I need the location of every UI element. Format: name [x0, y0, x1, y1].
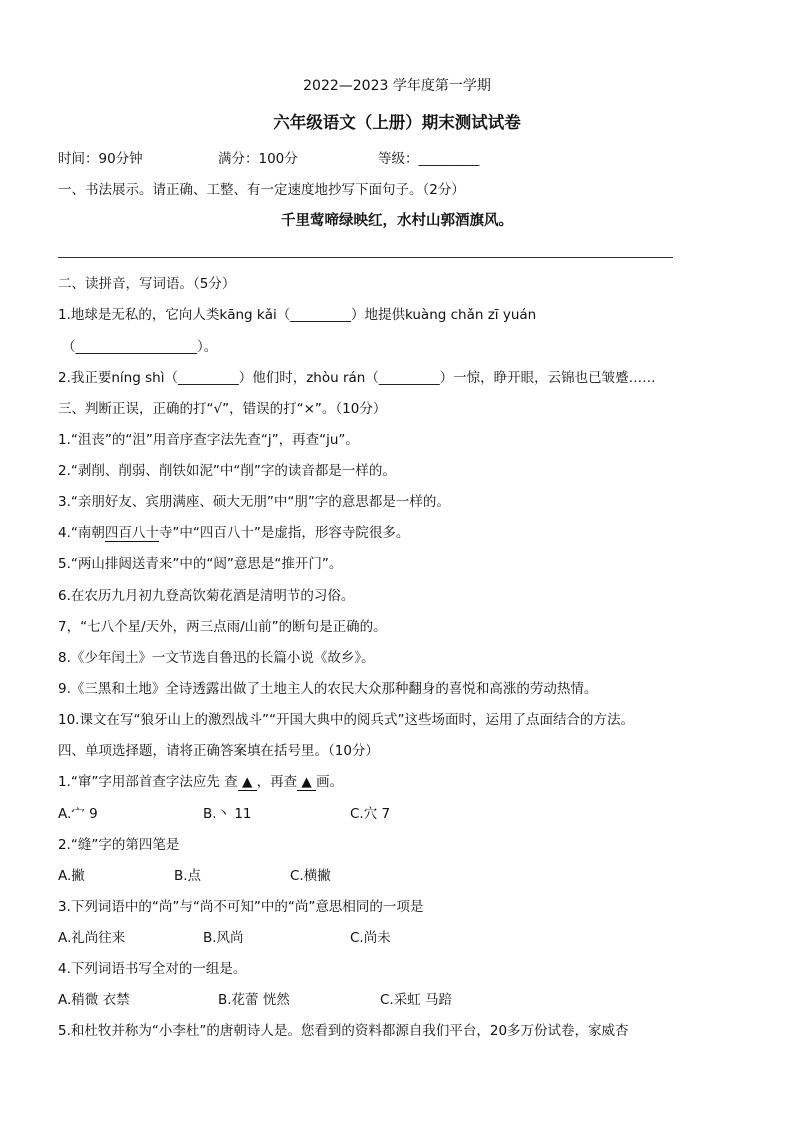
s3-item-3: 3.“亲朋好友、宾朋满座、硕大无朋”中“朋”字的意思都是一样的。 [58, 494, 450, 510]
section-4-heading: 四、单项选择题，请将正确答案填在括号里。（10分） [58, 743, 379, 759]
s4-q1-options: A.宀 9 B.丶 11 C.穴 7 [58, 806, 391, 822]
s3-item-10: 10.课文在写“狼牙山上的激烈战斗”“开国大典中的阅兵式”这些场面时，运用了点面结合的方法。 [58, 712, 634, 728]
s4-question-5: 5.和杜牧并称为“小李杜”的唐朝诗人是。您看到的资料都源自我们平台，20多万份试卷，家威杏 [58, 1023, 629, 1039]
s4-question-4: 4.下列词语书写全对的一组是。 [58, 961, 247, 977]
s3-item-4-a: 4.“南朝 [58, 525, 105, 541]
s3-item-1: 1.“沮丧”的“沮”用音序查字法先查“j”，再查“ju”。 [58, 432, 359, 448]
s3-item-2: 2.“剥削、削弱、削铁如泥”中“削”字的读音都是一样的。 [58, 463, 396, 479]
school-year: 2022—2023 学年度第一学期 [303, 78, 491, 94]
s3-item-8: 8.《少年闰土》一文节选自鲁迅的长篇小说《故乡》。 [58, 650, 375, 666]
s4-q3-options: A.礼尚往来 B.风尚 C.尚未 [58, 930, 391, 946]
s4-question-1: 1.“窜”字用部首查字法应先 查 ▲ ，再查 ▲ 画。 [58, 774, 344, 790]
s4-q4-options: A.稍微 衣禁 B.花蕾 恍然 C.采虹 马踣 [58, 992, 453, 1008]
s2-question-2: 2.我正要níng shì（_________）他们时，zhòu rán（_________）一惊，睁开眼，云锦也已皱蹙…… [58, 370, 656, 386]
grade-info: 等级：_________ [378, 151, 480, 167]
calligraphy-sentence: 千里莺啼绿映红，水村山郭酒旗风。 [281, 212, 513, 229]
section-1-heading: 一、书法展示。请正确、工整、有一定速度地抄写下面句子。（2分） [58, 182, 465, 198]
s4-question-2: 2.“缝”字的第四笔是 [58, 837, 180, 853]
section-3-heading: 三、判断正误，正确的打“√”，错误的打“×”。（10分） [58, 401, 387, 417]
s4-question-3: 3.下列词语中的“尚”与“尚不可知”中的“尚”意思相同的一项是 [58, 899, 424, 915]
exam-title: 六年级语文（上册）期末测试试卷 [273, 113, 521, 132]
score-info: 满分：100分 [218, 151, 298, 167]
s3-item-4-b: 寺”中“四百八十”是虚指，形容寺院很多。 [158, 525, 410, 541]
writing-line [58, 257, 673, 258]
time-info: 时间：90分钟 [58, 151, 143, 167]
s3-item-4 [58, 524, 409, 542]
section-2-heading: 二、读拼音，写词语。（5分） [58, 276, 236, 292]
s3-item-6: 6.在农历九月初九登高饮菊花酒是清明节的习俗。 [58, 588, 355, 604]
s3-item-7: 7，“七八个星/天外，两三点雨/山前”的断句是正确的。 [58, 619, 387, 635]
s2-question-1: 1.地球是无私的，它向人类kāng kǎi（_________）地提供kuàng chǎn zī yuán [58, 307, 537, 323]
s4-q2-options: A.撇 B.点 C.横撇 [58, 868, 331, 884]
exam-info [58, 150, 479, 168]
s3-item-9: 9.《三黑和土地》全诗透露出做了土地主人的农民大众那种翻身的喜悦和高涨的劳动热情。 [58, 681, 598, 697]
s2-question-1-cont: （__________________）。 [62, 339, 218, 355]
s3-item-4-underlined: 四百八十 [104, 525, 159, 541]
s3-item-5: 5.“两山排闼送青来”中的“闼”意思是“推开门”。 [58, 556, 343, 572]
